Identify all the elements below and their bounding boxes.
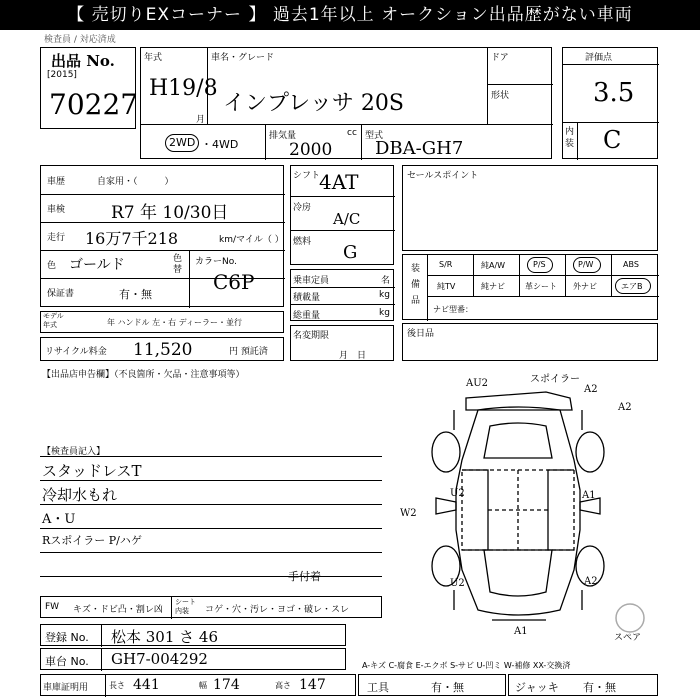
drive-2wd: 2WD (169, 136, 196, 149)
options-items: キズ・ドビ凸・割レ凶 (73, 605, 163, 615)
displacement-label: 排気量 (269, 131, 297, 141)
equip-navi: 純ナビ (481, 282, 505, 291)
inspector-note-2: 冷却水もれ (42, 486, 118, 504)
mark-a2-right: A2 (618, 402, 632, 413)
name-change-box (290, 325, 394, 361)
color-code-label: カラーNo. (195, 257, 237, 267)
registration-label: 登録 No. (45, 631, 89, 644)
inspection-label: 車検 (47, 205, 66, 215)
equip-ps-circle (527, 257, 553, 273)
sales-point-label: セールスポイント (407, 171, 479, 181)
certificate-box (40, 674, 356, 696)
load-unit: kg (379, 290, 390, 300)
shift-value: 4AT (319, 170, 359, 194)
inspection-value: R7 年 10/30日 (111, 203, 229, 223)
model-year-label: モデル年式 (43, 312, 64, 329)
equipment-label: 装備品 (411, 264, 421, 306)
car-damage-diagram (288, 370, 666, 643)
color-seat-label: 色替 (173, 254, 183, 275)
equipment-box (402, 254, 658, 320)
top-info-box (140, 47, 552, 159)
mark-u2-bottom: U2 (450, 578, 465, 589)
tools-label: 工具 (367, 681, 389, 694)
options-sheet: シート内装 (175, 598, 196, 615)
fuel-label: 燃料 (293, 237, 312, 247)
shape-label: 形状 (491, 91, 510, 101)
equip-sr: S/R (439, 260, 453, 269)
length-label: 長さ (109, 681, 125, 690)
color-code: C6P (213, 270, 255, 294)
displacement-value: 2000 (289, 140, 333, 160)
color-value: ゴールド (69, 257, 125, 273)
equip-ext-navi: 外ナビ (573, 282, 597, 291)
options-items-2: コゲ・穴・汚レ・ヨゴ・破レ・スレ (205, 605, 350, 615)
mileage-label: 走行 (47, 233, 66, 243)
drive-4wd: ・4WD (201, 138, 239, 151)
equip-airbag: エアB (621, 282, 643, 291)
name-change-label: 名変期限 (293, 331, 330, 341)
equip-ps: P/S (533, 260, 546, 269)
type-label: 型式 (365, 131, 384, 141)
registration-value: 松本 301 さ 46 (111, 628, 219, 646)
lot-number: 70227 (49, 88, 139, 121)
year-month-suffix: 月 (196, 115, 206, 125)
details-box (40, 165, 284, 307)
model-year-box (40, 311, 284, 333)
mark-u2-left: U2 (450, 488, 465, 499)
history-label: 車歴 (47, 177, 66, 187)
fuel-value: G (343, 242, 358, 263)
mileage-value: 16万7千218 (85, 229, 179, 248)
load-label: 積載量 (293, 293, 321, 303)
inspector-note-1: スタッドレスT (42, 462, 142, 480)
weight-label: 総重量 (293, 311, 321, 321)
capacity-unit: 名 (381, 276, 391, 286)
height-label: 高さ (275, 681, 291, 690)
warranty-label: 保証書 (47, 289, 75, 299)
model-value: インプレッサ 20S (223, 91, 404, 116)
capacity-box (290, 269, 394, 321)
spare-label: スペア (614, 633, 642, 643)
equip-tv: 純TV (437, 282, 456, 291)
mark-a1-bottom: A1 (514, 626, 528, 637)
chassis-value: GH7-004292 (111, 650, 208, 668)
capacity-label: 乗車定員 (293, 276, 330, 286)
spare-tire (616, 604, 644, 632)
certificate-label: 車庫証明用 (43, 683, 89, 693)
equip-leather: 革シート (525, 282, 557, 291)
recycle-box (40, 337, 284, 361)
length-value: 441 (133, 677, 160, 693)
weight-unit: kg (379, 308, 390, 318)
mark-au2: AU2 (466, 378, 489, 389)
title-banner: 【 売切りEXコーナー 】 過去1年以上 オークション出品歴がない車両 (0, 0, 700, 30)
mileage-unit: km/マイル（ ） (219, 235, 284, 245)
model-label: 車名・グレード (211, 53, 275, 63)
damage-legend: A-キズ C-腐食 E-エクボ S-サビ U-凹ミ W-補修 XX-交換済 (362, 661, 571, 670)
recycle-label: リサイクル料金 (45, 347, 107, 357)
year-value: H19/8 (149, 76, 218, 101)
options-row-box (40, 596, 382, 618)
inspector-label: 【検査員記入】 (42, 447, 106, 457)
equip-airbag-circle (615, 278, 651, 294)
diagram-extra-note: 手付着 (288, 570, 321, 583)
options-label: FW (45, 602, 60, 612)
tools-box (358, 674, 506, 696)
shift-box (290, 165, 394, 265)
lot-year-tag: [2015] (47, 70, 77, 80)
sales-point-box (402, 165, 658, 251)
displacement-unit: cc (347, 128, 357, 138)
equip-aw: 純A/W (481, 261, 506, 270)
width-label: 幅 (199, 681, 207, 690)
score-label: 評価点 (585, 53, 613, 63)
history-value: 自家用・（ ） (97, 177, 174, 187)
jack-box (508, 674, 658, 696)
score-value: 3.5 (593, 78, 635, 108)
doors-label: ドア (491, 53, 509, 63)
equip-pw: P/W (578, 260, 594, 269)
recycle-value: 11,520 (133, 340, 193, 360)
interior-value: C (603, 126, 622, 154)
lot-box (40, 47, 139, 129)
mark-a1-right: A1 (582, 490, 596, 501)
tools-value: 有・無 (431, 681, 464, 694)
chassis-label: 車台 No. (45, 655, 89, 668)
cut-header-text: 検査員 / 対応済成 (44, 35, 116, 45)
color-label: 色 (47, 261, 57, 271)
seller-notes-label: 【出品店申告欄】（不良箇所・欠品・注意事項等） (42, 370, 245, 380)
equip-pw-circle (573, 257, 601, 273)
mark-a2-bottom: A2 (584, 576, 598, 587)
lot-label: 出品 No. (51, 52, 115, 70)
shift-label: シフト (293, 171, 321, 181)
inspector-note-3: A・U (42, 512, 76, 527)
trade-in-box (402, 323, 658, 361)
model-year-text: 年 ハンドル 左・右 ディーラー・並行 (107, 318, 242, 327)
jack-label: ジャッキ (515, 681, 559, 694)
chassis-box (40, 648, 346, 670)
inspector-note-4: Rスポイラー P/ハゲ (42, 534, 142, 547)
height-value: 147 (299, 677, 326, 693)
recycle-suffix: 円 預託済 (229, 347, 268, 357)
ac-label: 冷房 (293, 203, 312, 213)
score-box (562, 47, 658, 159)
mark-w2: W2 (400, 508, 417, 519)
interior-label: 内装 (565, 127, 575, 149)
mark-a2-top: A2 (584, 384, 598, 395)
name-change-suffix: 月 日 (339, 351, 367, 361)
mark-spoiler: スポイラー (530, 374, 580, 385)
width-value: 174 (213, 677, 240, 693)
warranty-value: 有・無 (119, 288, 152, 301)
type-value: DBA-GH7 (375, 138, 464, 159)
jack-value: 有・無 (583, 681, 616, 694)
registration-box (40, 624, 346, 646)
year-label: 年式 (144, 53, 163, 63)
ac-value: A/C (333, 210, 361, 228)
trade-in-label: 後日品 (407, 329, 435, 339)
equip-abs: ABS (623, 260, 639, 269)
equip-navi-model: ナビ型番： (433, 305, 473, 314)
